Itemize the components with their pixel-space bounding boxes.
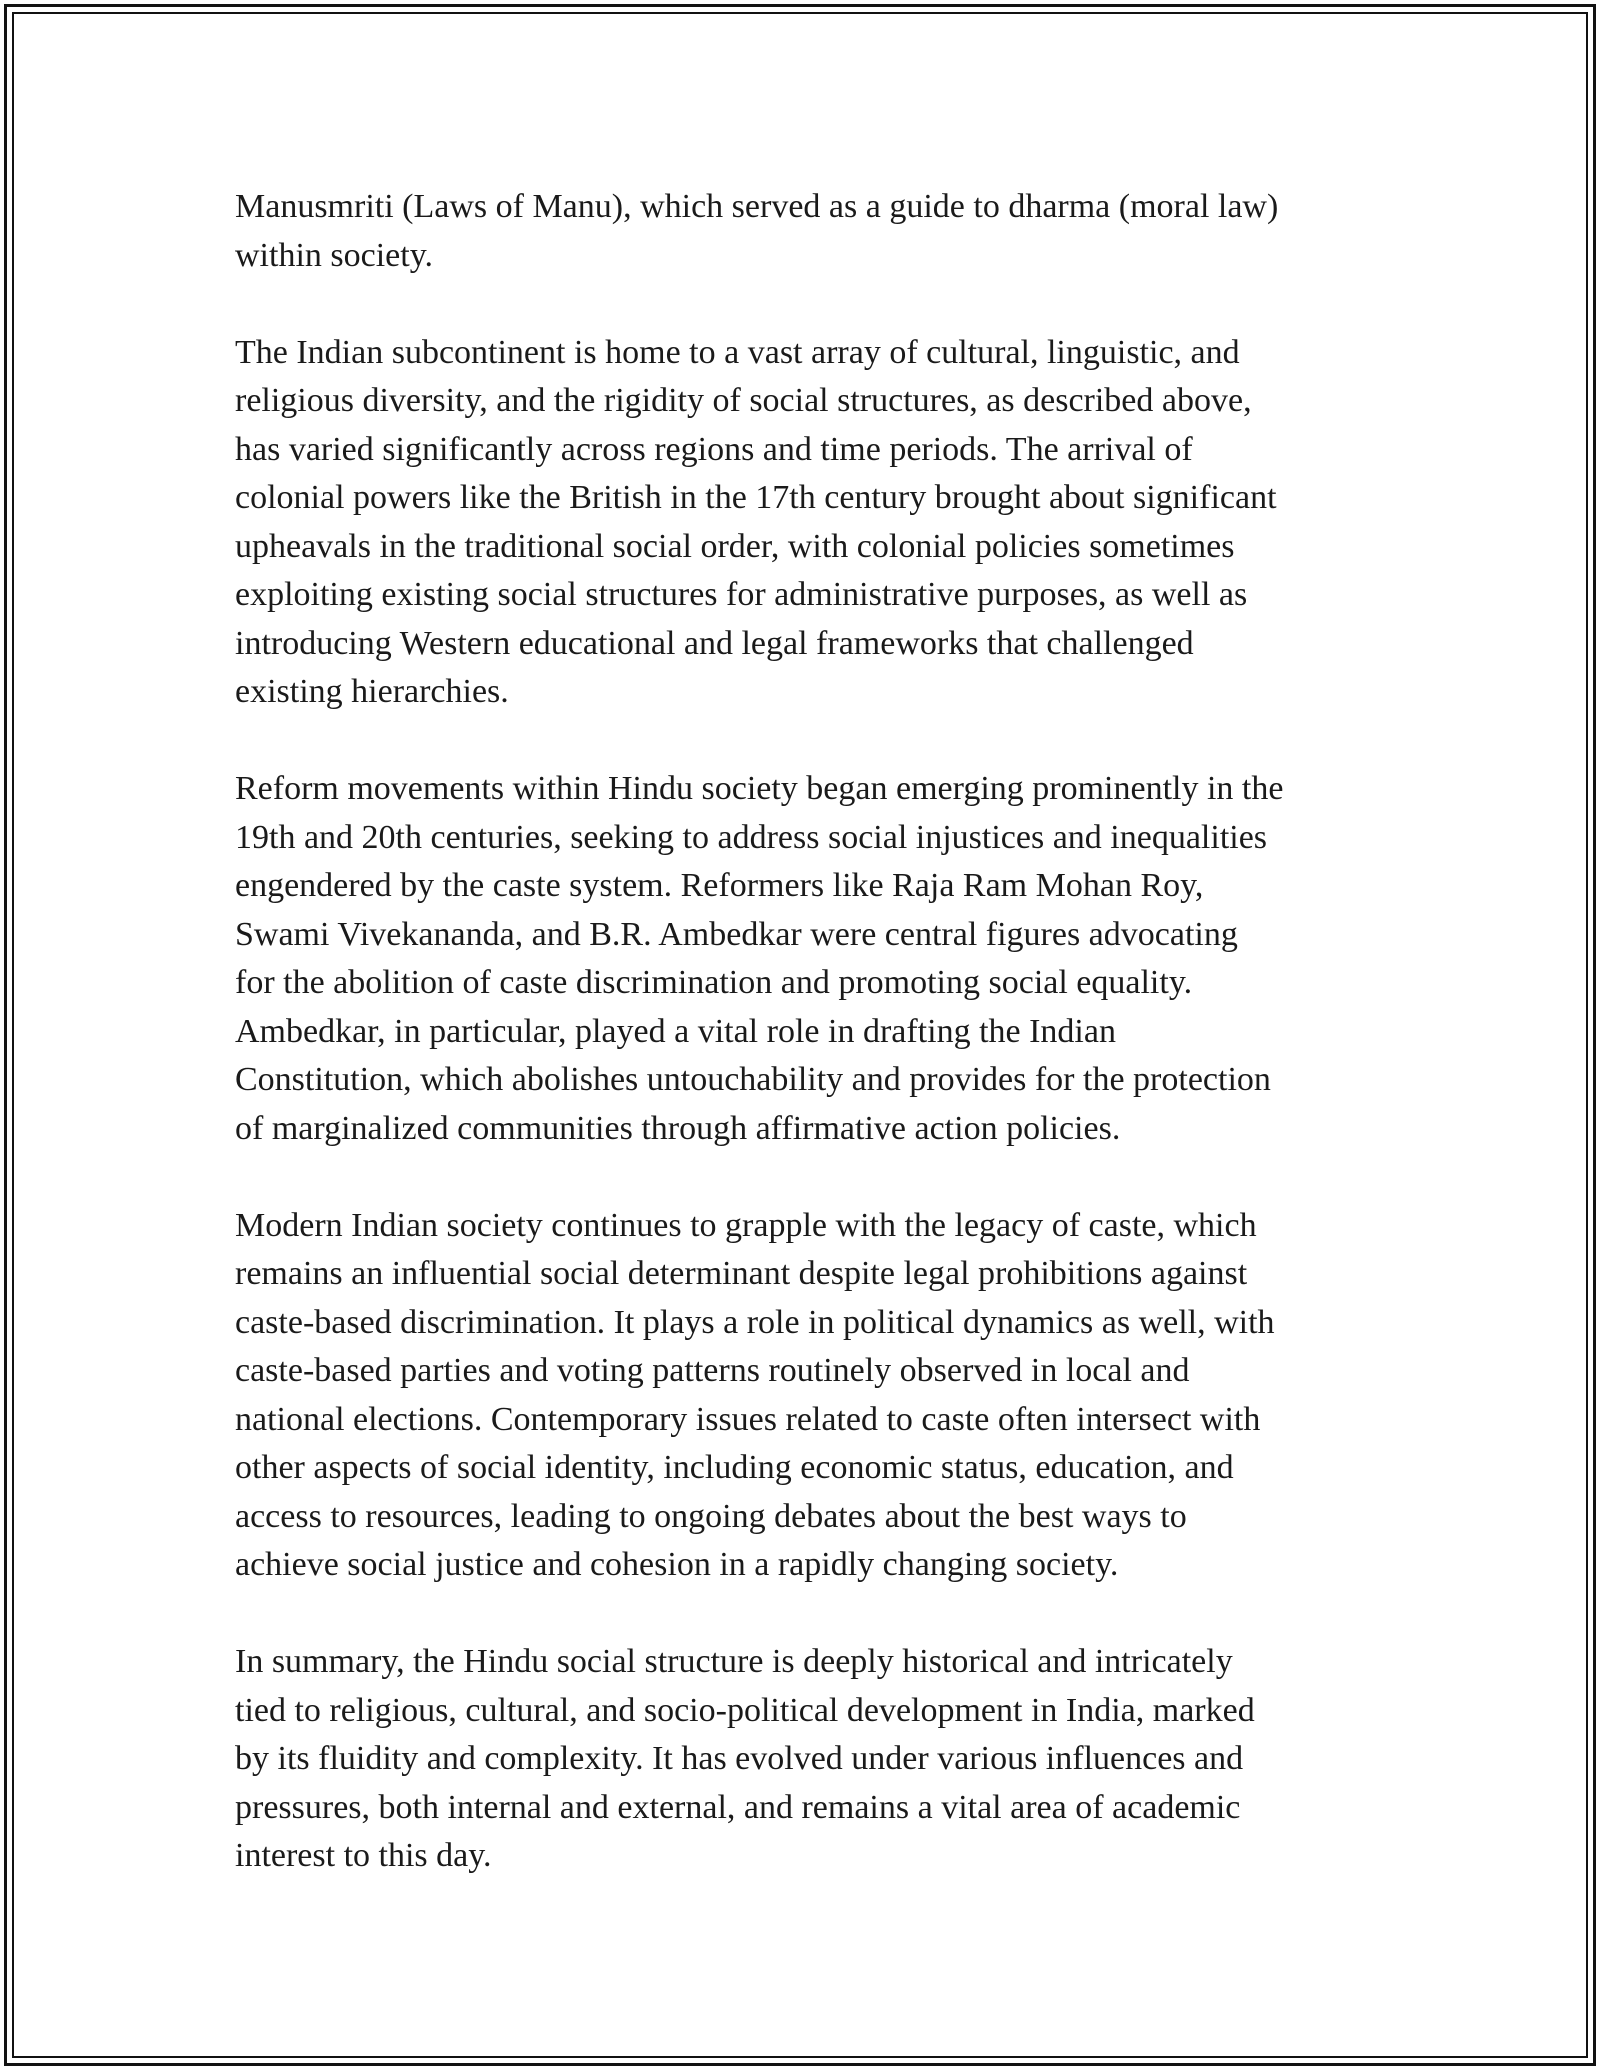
text-line: Manusmriti (Laws of Manu), which served as a guide to dharma (moral law)	[235, 188, 1279, 225]
text-line: interest to this day.	[235, 1837, 492, 1874]
text-line: In summary, the Hindu social structure is deeply historical and intricately	[235, 1643, 1233, 1680]
text-line: Constitution, which abolishes untouchability and provides for the protection	[235, 1061, 1271, 1098]
text-line: for the abolition of caste discrimination and promoting social equality.	[235, 964, 1193, 1001]
paragraph-1	[235, 183, 1385, 280]
text-line: by its fluidity and complexity. It has evolved under various influences and	[235, 1740, 1244, 1777]
paragraph-4	[235, 1202, 1385, 1590]
document-body	[235, 183, 1385, 1929]
text-line: has varied significantly across regions and time periods. The arrival of	[235, 430, 1193, 468]
text-line: upheavals in the traditional social order, with colonial policies sometimes	[235, 527, 1235, 565]
paragraph-2	[235, 329, 1385, 717]
text-line: caste-based discrimination. It plays a role in political dynamics as well, with	[235, 1303, 1275, 1341]
text-line: introducing Western educational and legal frameworks that challenged	[235, 624, 1194, 662]
text-line: of marginalized communities through affirmative action policies.	[235, 1109, 1121, 1147]
text-line: national elections. Contemporary issues related to caste often intersect with	[235, 1400, 1261, 1438]
text-line: remains an influential social determinant despite legal prohibitions against	[235, 1255, 1248, 1292]
text-line: religious diversity, and the rigidity of social structures, as described above,	[235, 382, 1252, 419]
text-line: caste-based parties and voting patterns routinely observed in local and	[235, 1352, 1190, 1389]
text-line: 19th and 20th centuries, seeking to address social injustices and inequalities	[235, 818, 1268, 856]
paragraph-3	[235, 765, 1385, 1153]
text-line: achieve social justice and cohesion in a rapidly changing society.	[235, 1546, 1119, 1583]
text-line: Modern Indian society continues to grapple with the legacy of caste, which	[235, 1206, 1257, 1244]
text-line: pressures, both internal and external, and remains a vital area of academic	[235, 1788, 1241, 1826]
text-line: existing hierarchies.	[235, 673, 509, 710]
text-line: engendered by the caste system. Reformers like Raja Ram Mohan Roy,	[235, 867, 1204, 904]
text-line: colonial powers like the British in the 17th century brought about significant	[235, 479, 1277, 516]
text-line: access to resources, leading to ongoing debates about the best ways to	[235, 1497, 1187, 1535]
text-line: Reform movements within Hindu society began emerging prominently in the	[235, 770, 1284, 807]
text-line: within society.	[235, 236, 433, 274]
text-line: Swami Vivekananda, and B.R. Ambedkar were central figures advocating	[235, 915, 1238, 953]
text-line: Ambedkar, in particular, played a vital role in drafting the Indian	[235, 1012, 1116, 1050]
text-line: tied to religious, cultural, and socio-political development in India, marked	[235, 1691, 1255, 1729]
text-line: The Indian subcontinent is home to a vast array of cultural, linguistic, and	[235, 333, 1240, 371]
text-line: exploiting existing social structures for administrative purposes, as well as	[235, 576, 1248, 613]
text-line: other aspects of social identity, including economic status, education, and	[235, 1449, 1234, 1486]
paragraph-5	[235, 1638, 1385, 1881]
